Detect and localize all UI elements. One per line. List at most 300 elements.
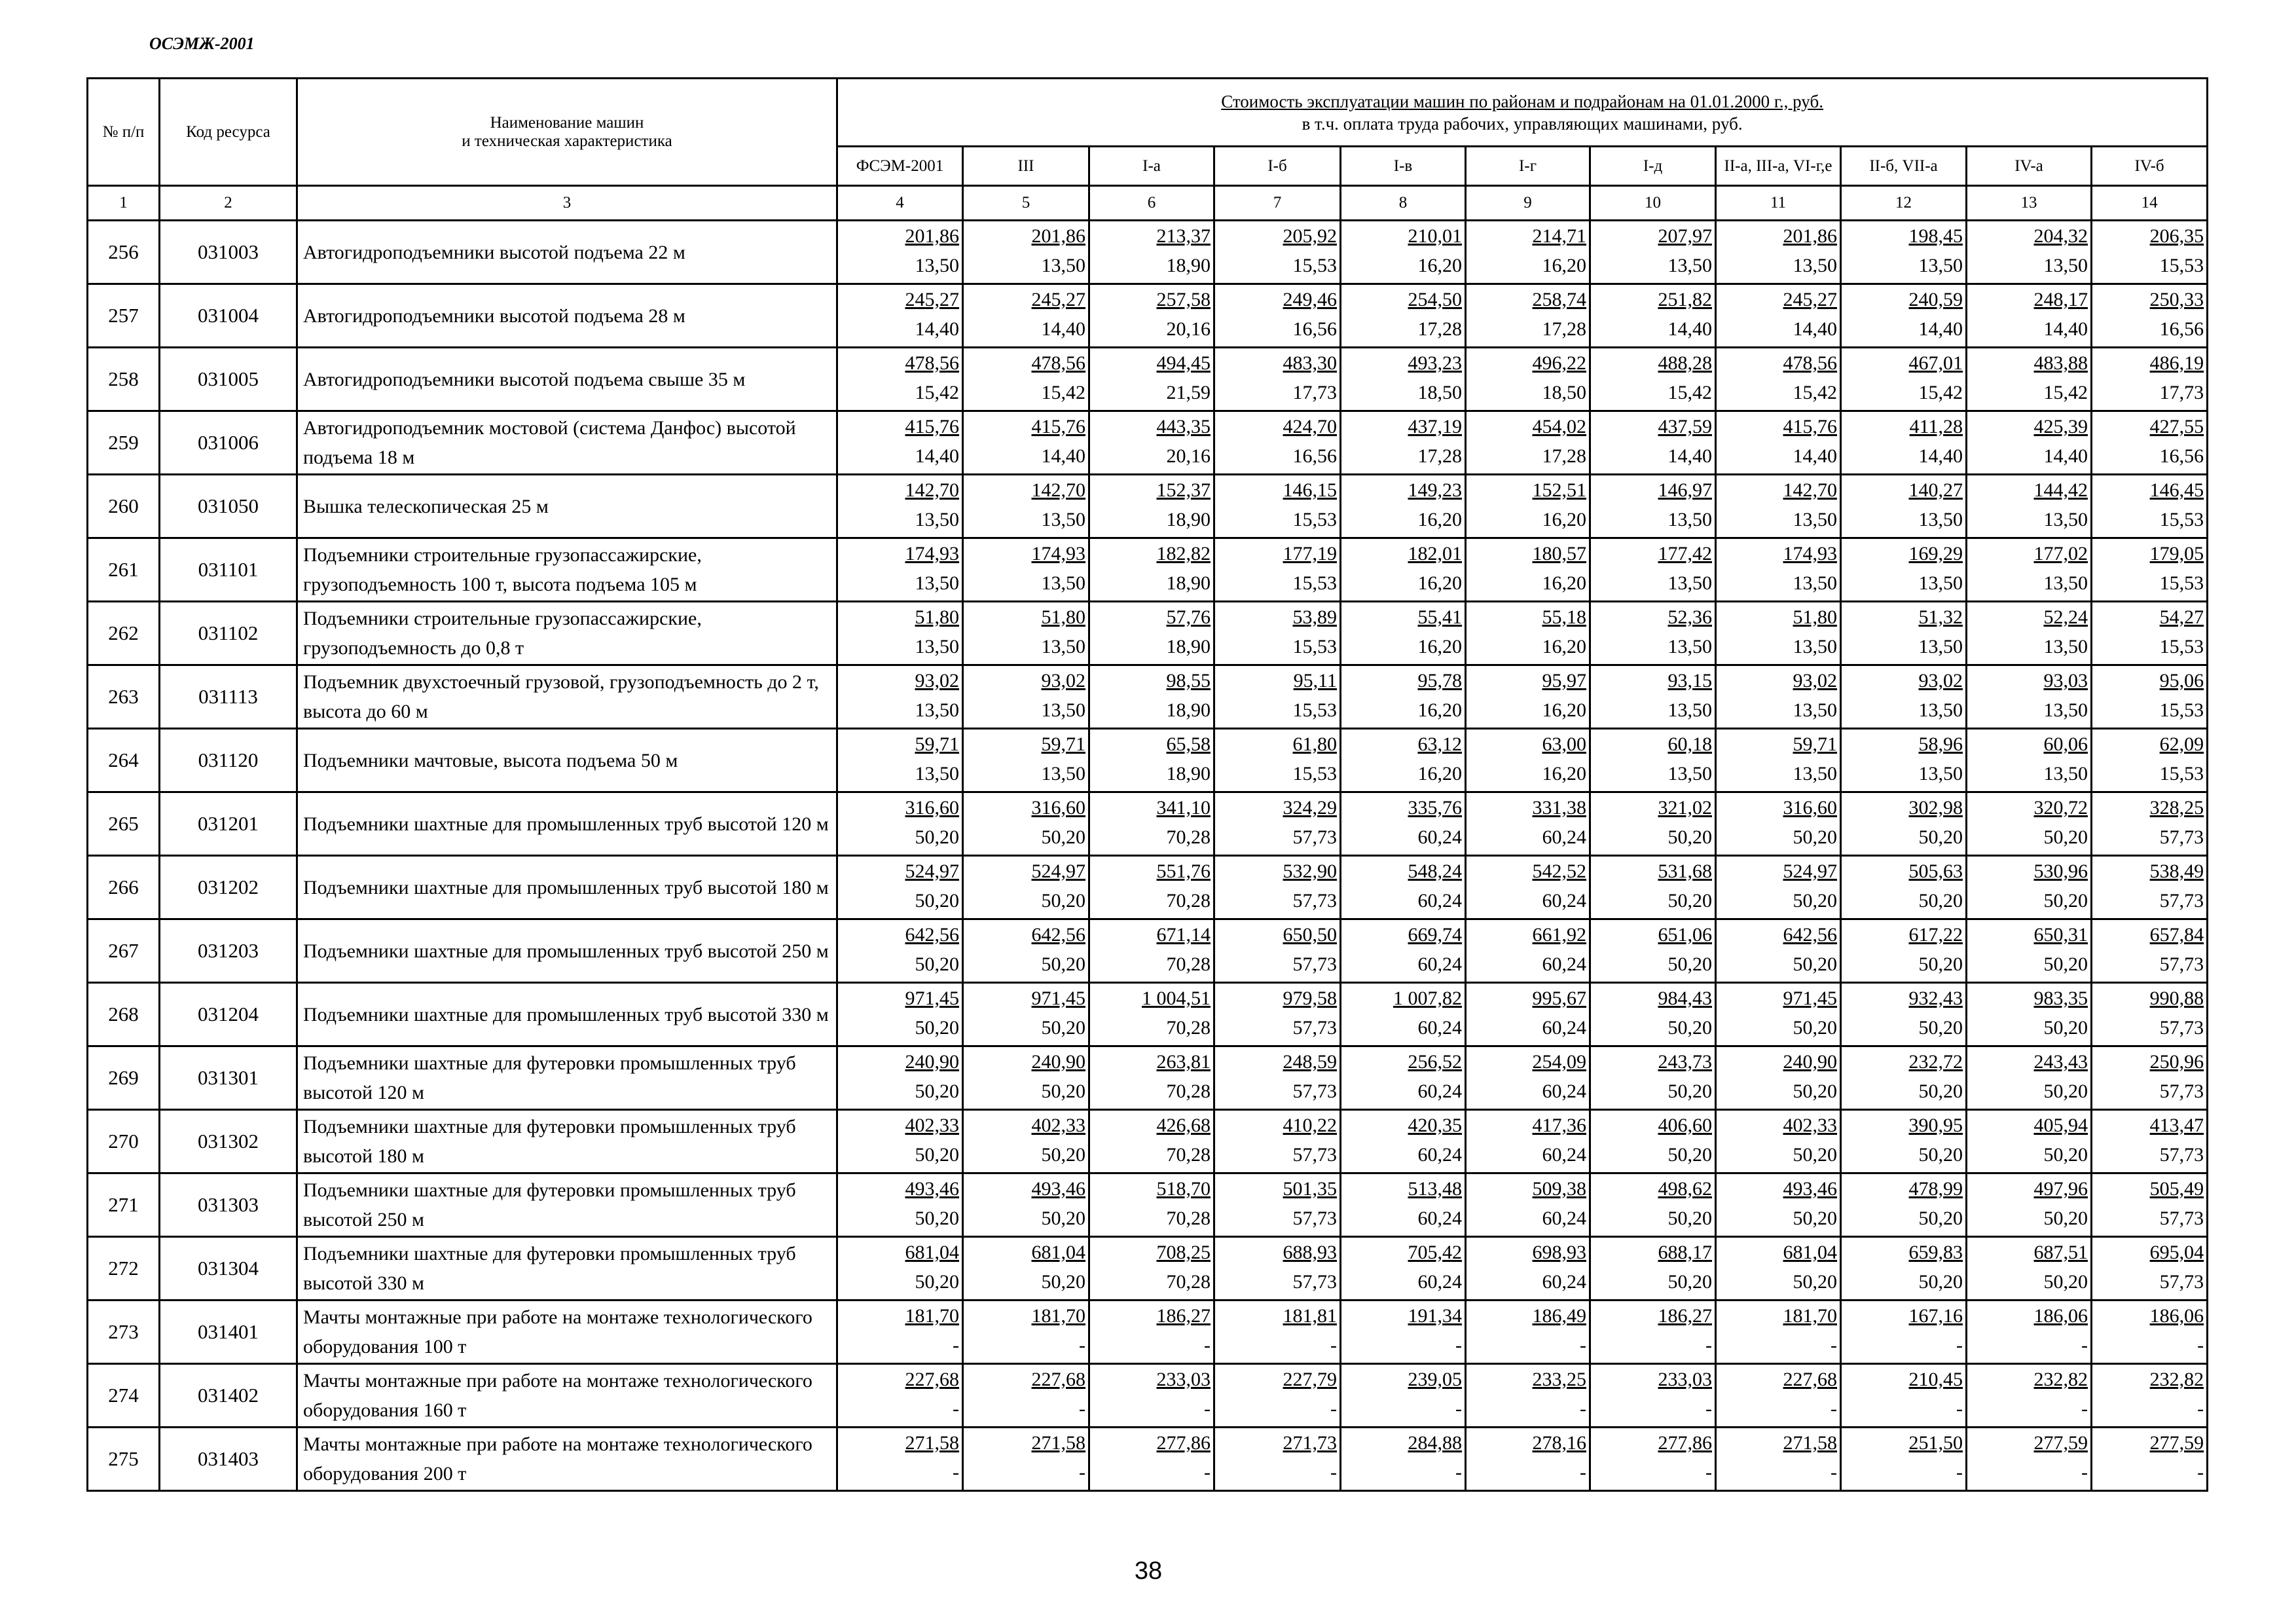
cost-labor-value: 57,73 <box>1292 1208 1337 1229</box>
cost-labor-value: 13,50 <box>1793 509 1837 530</box>
cost-cell <box>1341 602 1466 665</box>
cost-labor-value: 50,20 <box>1041 1017 1085 1039</box>
cost-total-value: 426,68 <box>1156 1115 1211 1136</box>
cost-cell <box>1841 1301 1967 1364</box>
cost-total <box>964 285 1085 314</box>
cost-cell <box>963 602 1089 665</box>
cost-total <box>1842 602 1963 632</box>
cost-total-value: 478,56 <box>1783 352 1837 374</box>
cost-cell <box>1716 602 1841 665</box>
cost-total <box>1842 1111 1963 1140</box>
row-number: 257 <box>88 284 160 348</box>
cost-cell <box>1967 475 2092 538</box>
cost-total <box>964 1047 1085 1077</box>
cost-total-value: 250,96 <box>2149 1051 2204 1073</box>
cost-total-value: 271,73 <box>1283 1432 1337 1454</box>
cost-cell <box>1841 348 1967 411</box>
cost-labor-value: - <box>2197 1398 2204 1420</box>
cost-total-value: 146,15 <box>1283 479 1337 501</box>
cost-total <box>1591 475 1712 505</box>
cost-total-value: 659,83 <box>1908 1242 1963 1263</box>
column-number: 10 <box>1590 186 1716 221</box>
cost-labor-value: 60,24 <box>1542 1271 1586 1293</box>
cost-cell <box>1341 284 1466 348</box>
cost-total-value: 681,04 <box>1783 1242 1837 1263</box>
cost-cell <box>837 1428 963 1491</box>
cost-cell <box>1967 1364 2092 1428</box>
cost-total-value: 424,70 <box>1283 416 1337 437</box>
row-number: 273 <box>88 1301 160 1364</box>
cost-total-value: 174,93 <box>1031 543 1085 564</box>
cost-labor-value: 13,50 <box>1041 636 1085 657</box>
cost-total-value: 204,32 <box>2033 225 2088 247</box>
cost-labor-value: 13,50 <box>2043 636 2088 657</box>
cost-cell <box>2092 538 2208 602</box>
cost-labor-value: 15,53 <box>2159 763 2204 784</box>
row-number: 266 <box>88 856 160 919</box>
cost-total <box>1341 1365 1462 1394</box>
cost-total <box>1842 793 1963 822</box>
cost-total <box>1967 920 2088 950</box>
cost-total <box>964 1111 1085 1140</box>
cost-total-value: 245,27 <box>1783 289 1837 310</box>
cost-total-value: 669,74 <box>1408 924 1462 946</box>
column-number: 13 <box>1967 186 2092 221</box>
cost-total <box>1467 285 1586 314</box>
cost-cell <box>1716 411 1841 475</box>
region-header: I-в <box>1341 147 1466 186</box>
cost-total-value: 63,12 <box>1417 733 1462 755</box>
cost-labor-value: 21,59 <box>1166 382 1211 403</box>
cost-total <box>1090 729 1211 759</box>
cost-labor-value: 57,73 <box>2159 1208 2204 1229</box>
cost-cell <box>1089 411 1214 475</box>
cost-total <box>1215 666 1337 695</box>
cost-cell <box>1967 983 2092 1046</box>
cost-labor-value: 50,20 <box>915 1080 959 1102</box>
cost-total <box>1717 793 1837 822</box>
cost-total <box>1090 1428 1211 1458</box>
machine-name: Подъемники строительные грузопассажирские, грузоподъемность 100 т, высота подъема 105 м <box>297 538 837 602</box>
cost-labor-value: - <box>2081 1398 2088 1420</box>
cost-total <box>964 1174 1085 1204</box>
cost-total <box>1842 1238 1963 1267</box>
cost-labor-value: 16,56 <box>1292 318 1337 340</box>
cost-total <box>1967 1174 2088 1204</box>
column-number: 2 <box>160 186 297 221</box>
cost-labor-value: 14,40 <box>1041 318 1085 340</box>
cost-total <box>1717 1301 1837 1331</box>
cost-labor-value: 18,90 <box>1166 763 1211 784</box>
cost-labor-value: 57,73 <box>1292 1271 1337 1293</box>
cost-cell <box>2092 284 2208 348</box>
cost-cell <box>1341 221 1466 284</box>
column-number: 12 <box>1841 186 1967 221</box>
cost-total <box>2092 1428 2204 1458</box>
cost-total-value: 995,67 <box>1532 987 1586 1009</box>
cost-cell <box>837 602 963 665</box>
cost-total <box>1215 539 1337 568</box>
cost-labor-value: - <box>1455 1398 1462 1420</box>
row-number: 259 <box>88 411 160 475</box>
cost-total-value: 233,03 <box>1658 1369 1712 1390</box>
cost-total <box>1967 729 2088 759</box>
cost-total <box>1341 412 1462 441</box>
cost-cell <box>1590 792 1716 856</box>
cost-cell <box>1967 221 2092 284</box>
region-header: II-а, III-а, VI-г,е <box>1716 147 1841 186</box>
cost-total-value: 191,34 <box>1408 1305 1462 1327</box>
cost-total-value: 328,25 <box>2149 797 2204 819</box>
cost-total <box>1467 221 1586 251</box>
cost-total-value: 316,60 <box>905 797 959 819</box>
cost-cell <box>1967 1301 2092 1364</box>
cost-labor-value: 70,28 <box>1166 953 1211 975</box>
cost-total <box>964 1428 1085 1458</box>
cost-cell <box>837 538 963 602</box>
cost-total-value: 505,63 <box>1908 860 1963 882</box>
cost-labor-value: 13,50 <box>2043 572 2088 594</box>
cost-labor-value: 13,50 <box>915 699 959 721</box>
cost-labor-value: 17,28 <box>1417 445 1462 467</box>
cost-total <box>1717 857 1837 886</box>
cost-total <box>838 1047 959 1077</box>
cost-total <box>1967 221 2088 251</box>
table-row <box>88 1237 2208 1301</box>
cost-labor-value: 15,53 <box>1292 572 1337 594</box>
cost-total-value: 61,80 <box>1292 733 1337 755</box>
cost-total <box>1341 348 1462 378</box>
cost-total <box>1717 221 1837 251</box>
cost-total-value: 505,49 <box>2149 1178 2204 1200</box>
cost-total <box>2092 602 2204 632</box>
cost-total <box>2092 412 2204 441</box>
cost-cell <box>1214 602 1341 665</box>
cost-cell <box>1841 729 1967 792</box>
cost-labor-value: 50,20 <box>1918 953 1963 975</box>
cost-total-value: 331,38 <box>1532 797 1586 819</box>
cost-cell <box>837 1173 963 1237</box>
cost-labor-value: 13,50 <box>1793 636 1837 657</box>
cost-labor-value: - <box>2197 1335 2204 1356</box>
cost-cell <box>2092 1173 2208 1237</box>
cost-cell <box>837 1110 963 1173</box>
cost-total-value: 245,27 <box>905 289 959 310</box>
cost-total-value: 271,58 <box>905 1432 959 1454</box>
cost-total-value: 181,70 <box>1783 1305 1837 1327</box>
cost-total-value: 177,02 <box>2033 543 2088 564</box>
cost-total <box>1717 1238 1837 1267</box>
cost-cell <box>1841 1364 1967 1428</box>
cost-total-value: 402,33 <box>1783 1115 1837 1136</box>
cost-cell <box>1466 1237 1590 1301</box>
cost-total-value: 63,00 <box>1542 733 1586 755</box>
cost-total-value: 51,80 <box>1793 606 1837 628</box>
cost-cell <box>1466 856 1590 919</box>
cost-total <box>964 539 1085 568</box>
cost-total <box>838 666 959 695</box>
cost-labor-value: 50,20 <box>1918 890 1963 912</box>
cost-labor-value: - <box>1956 1398 1963 1420</box>
cost-labor-value: 13,50 <box>1041 509 1085 530</box>
machine-name: Подъемники шахтные для промышленных труб высотой 330 м <box>297 983 837 1046</box>
cost-cell <box>1466 284 1590 348</box>
cost-total <box>838 1365 959 1394</box>
cost-total <box>1467 984 1586 1013</box>
cost-labor-value: 13,50 <box>1793 572 1837 594</box>
cost-cell <box>1716 983 1841 1046</box>
cost-labor-value: 57,73 <box>2159 826 2204 848</box>
cost-cell <box>2092 1110 2208 1173</box>
cost-total-value: 254,09 <box>1532 1051 1586 1073</box>
cost-labor-value: 15,53 <box>1292 763 1337 784</box>
cost-labor-value: 16,20 <box>1542 572 1586 594</box>
column-number: 5 <box>963 186 1089 221</box>
cost-cell <box>1841 1428 1967 1491</box>
cost-total <box>1341 1301 1462 1331</box>
cost-total-value: 233,25 <box>1532 1369 1586 1390</box>
row-number: 267 <box>88 919 160 983</box>
cost-labor-value: 20,16 <box>1166 318 1211 340</box>
cost-cell <box>1967 856 2092 919</box>
cost-total <box>1967 1047 2088 1077</box>
cost-total-value: 248,59 <box>1283 1051 1337 1073</box>
cost-total <box>1842 729 1963 759</box>
cost-cell <box>1089 1301 1214 1364</box>
cost-cell <box>963 1046 1089 1110</box>
cost-total-value: 59,71 <box>915 733 959 755</box>
row-number: 268 <box>88 983 160 1046</box>
cost-cell <box>1341 475 1466 538</box>
column-number: 8 <box>1341 186 1466 221</box>
table-row <box>88 792 2208 856</box>
cost-total-value: 531,68 <box>1658 860 1712 882</box>
cost-cell <box>837 284 963 348</box>
cost-cell <box>1341 1428 1466 1491</box>
cost-labor-value: 17,28 <box>1417 318 1462 340</box>
cost-cell <box>2092 221 2208 284</box>
cost-cell <box>1214 1110 1341 1173</box>
cost-cell <box>1089 1428 1214 1491</box>
cost-labor-value: 13,50 <box>2043 255 2088 276</box>
cost-total <box>1215 984 1337 1013</box>
cost-labor-value: 16,20 <box>1417 572 1462 594</box>
cost-total-value: 142,70 <box>1783 479 1837 501</box>
machine-name: Подъемники шахтные для футеровки промышленных труб высотой 330 м <box>297 1237 837 1301</box>
cost-labor-value: 50,20 <box>915 1208 959 1229</box>
cost-cell <box>1967 348 2092 411</box>
header-name-line1: Наименование машин <box>490 113 644 132</box>
cost-total-value: 181,70 <box>905 1305 959 1327</box>
cost-labor-value: 13,50 <box>1667 509 1712 530</box>
cost-labor-value: 15,53 <box>2159 255 2204 276</box>
region-header: ФСЭМ-2001 <box>837 147 963 186</box>
cost-cell <box>1967 665 2092 729</box>
cost-cell <box>1967 1110 2092 1173</box>
cost-total-value: 198,45 <box>1908 225 1963 247</box>
machine-name: Вышка телескопическая 25 м <box>297 475 837 538</box>
cost-total-value: 302,98 <box>1908 797 1963 819</box>
table-row <box>88 1173 2208 1237</box>
cost-cell <box>837 221 963 284</box>
cost-cell <box>1214 1364 1341 1428</box>
cost-total <box>964 920 1085 950</box>
row-number: 264 <box>88 729 160 792</box>
cost-total-value: 55,18 <box>1542 606 1586 628</box>
cost-cell <box>837 1237 963 1301</box>
cost-total <box>1591 1174 1712 1204</box>
cost-total-value: 182,82 <box>1156 543 1211 564</box>
cost-labor-value: 13,50 <box>915 255 959 276</box>
cost-total <box>1215 1428 1337 1458</box>
cost-cell <box>963 983 1089 1046</box>
cost-total <box>1967 1365 2088 1394</box>
cost-labor-value: 50,20 <box>1793 953 1837 975</box>
cost-labor-value: 60,24 <box>1417 826 1462 848</box>
cost-cell <box>1341 919 1466 983</box>
cost-total <box>1090 1238 1211 1267</box>
cost-labor-value: 60,24 <box>1417 890 1462 912</box>
cost-cell <box>1590 665 1716 729</box>
cost-labor-value: 57,73 <box>2159 1271 2204 1293</box>
cost-labor-value: - <box>1831 1398 1837 1420</box>
cost-total-value: 186,06 <box>2149 1305 2204 1327</box>
cost-total <box>2092 920 2204 950</box>
cost-total <box>1717 1428 1837 1458</box>
cost-cell <box>1341 1173 1466 1237</box>
cost-total-value: 443,35 <box>1156 416 1211 437</box>
cost-total <box>1341 539 1462 568</box>
cost-total-value: 51,80 <box>915 606 959 628</box>
cost-labor-value: - <box>1705 1462 1712 1483</box>
cost-cell <box>1089 538 1214 602</box>
cost-total-value: 493,23 <box>1408 352 1462 374</box>
cost-total <box>964 729 1085 759</box>
cost-total-value: 177,19 <box>1283 543 1337 564</box>
cost-cell <box>2092 983 2208 1046</box>
cost-labor-value: - <box>1831 1335 1837 1356</box>
cost-labor-value: 13,50 <box>915 509 959 530</box>
cost-total-value: 324,29 <box>1283 797 1337 819</box>
machine-name: Автогидроподъемники высотой подъема 28 м <box>297 284 837 348</box>
cost-labor-value: 13,50 <box>1667 255 1712 276</box>
resource-code: 031403 <box>160 1428 297 1491</box>
cost-labor-value: 70,28 <box>1166 1271 1211 1293</box>
cost-labor-value: 50,20 <box>1793 1017 1837 1039</box>
cost-total-value: 239,05 <box>1408 1369 1462 1390</box>
cost-cell <box>1716 221 1841 284</box>
cost-total-value: 177,42 <box>1658 543 1712 564</box>
cost-total <box>964 1238 1085 1267</box>
cost-total-value: 181,81 <box>1283 1305 1337 1327</box>
cost-cell <box>1967 602 2092 665</box>
cost-cell <box>1967 1428 2092 1491</box>
cost-cell <box>1214 221 1341 284</box>
cost-cell <box>837 729 963 792</box>
cost-cell <box>2092 475 2208 538</box>
cost-total-value: 186,49 <box>1532 1305 1586 1327</box>
cost-labor-value: 16,20 <box>1542 763 1586 784</box>
cost-total <box>1341 920 1462 950</box>
cost-total-value: 478,56 <box>905 352 959 374</box>
cost-total <box>1842 348 1963 378</box>
cost-labor-value: 13,50 <box>1041 255 1085 276</box>
cost-total-value: 201,86 <box>1031 225 1085 247</box>
cost-labor-value: - <box>1705 1335 1712 1356</box>
cost-labor-value: 17,28 <box>1542 445 1586 467</box>
cost-labor-value: - <box>2081 1335 2088 1356</box>
cost-total-value: 617,22 <box>1908 924 1963 946</box>
cost-cell <box>2092 348 2208 411</box>
cost-cell <box>1089 792 1214 856</box>
cost-total-value: 425,39 <box>2033 416 2088 437</box>
cost-cell <box>1716 856 1841 919</box>
cost-total <box>1090 793 1211 822</box>
cost-total <box>1717 1365 1837 1394</box>
cost-cell <box>963 919 1089 983</box>
cost-total-value: 415,76 <box>1031 416 1085 437</box>
cost-cell <box>1214 729 1341 792</box>
row-number: 274 <box>88 1364 160 1428</box>
cost-labor-value: 60,24 <box>1542 953 1586 975</box>
cost-total-value: 478,56 <box>1031 352 1085 374</box>
cost-total-value: 57,76 <box>1166 606 1211 628</box>
cost-labor-value: 50,20 <box>2043 890 2088 912</box>
cost-total <box>1967 857 2088 886</box>
cost-total <box>1215 857 1337 886</box>
cost-labor-value: 15,53 <box>1292 509 1337 530</box>
cost-labor-value: 50,20 <box>1667 953 1712 975</box>
cost-total <box>1090 539 1211 568</box>
cost-total <box>1967 984 2088 1013</box>
cost-labor-value: 13,50 <box>1793 699 1837 721</box>
cost-total <box>1591 1111 1712 1140</box>
cost-total-value: 493,46 <box>1783 1178 1837 1200</box>
cost-total-value: 284,88 <box>1408 1432 1462 1454</box>
cost-labor-value: 15,42 <box>2043 382 2088 403</box>
resource-code: 031203 <box>160 919 297 983</box>
cost-total <box>1341 666 1462 695</box>
cost-total <box>1341 857 1462 886</box>
cost-total-value: 277,86 <box>1156 1432 1211 1454</box>
cost-total-value: 232,82 <box>2149 1369 2204 1390</box>
cost-total <box>1341 1238 1462 1267</box>
cost-total-value: 257,58 <box>1156 289 1211 310</box>
resource-code: 031204 <box>160 983 297 1046</box>
cost-total <box>1967 602 2088 632</box>
cost-cell <box>1590 983 1716 1046</box>
cost-total <box>1591 666 1712 695</box>
cost-total-value: 180,57 <box>1532 543 1586 564</box>
cost-total <box>838 793 959 822</box>
cost-total <box>1215 1174 1337 1204</box>
cost-total-value: 240,59 <box>1908 289 1963 310</box>
cost-total-value: 932,43 <box>1908 987 1963 1009</box>
cost-labor-value: 60,24 <box>1417 1208 1462 1229</box>
cost-total-value: 51,80 <box>1041 606 1085 628</box>
cost-labor-value: 13,50 <box>1918 699 1963 721</box>
cost-labor-value: 14,40 <box>1667 445 1712 467</box>
region-header: I-г <box>1466 147 1590 186</box>
cost-cell <box>1716 792 1841 856</box>
cost-labor-value: 50,20 <box>1918 826 1963 848</box>
cost-labor-value: 13,50 <box>2043 699 2088 721</box>
row-number: 261 <box>88 538 160 602</box>
cost-total-value: 642,56 <box>1031 924 1085 946</box>
cost-total <box>1467 1301 1586 1331</box>
cost-cell <box>963 1428 1089 1491</box>
cost-total-value: 415,76 <box>905 416 959 437</box>
